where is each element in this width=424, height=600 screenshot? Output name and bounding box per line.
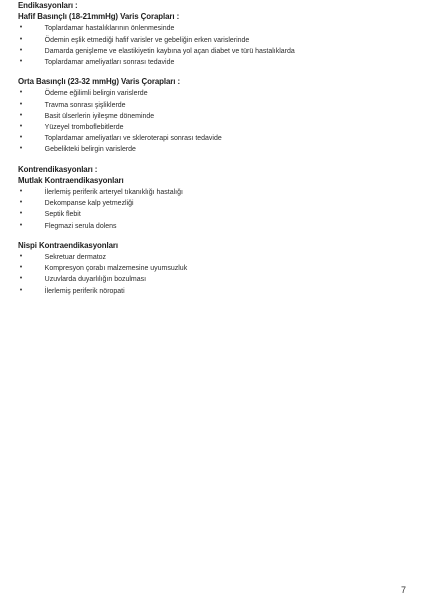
bullet-icon: • xyxy=(19,24,23,32)
bullet-icon: • xyxy=(19,199,23,207)
list-item xyxy=(18,273,382,284)
section-heading xyxy=(18,240,414,251)
list-item xyxy=(18,285,382,296)
bullet-icon: • xyxy=(19,286,23,294)
list-item-text: Travma sonrası şişliklerde xyxy=(44,99,126,109)
list-item-text: Septik flebit xyxy=(44,209,81,219)
document-content xyxy=(18,0,414,305)
list-item xyxy=(18,220,382,231)
bullet-list xyxy=(18,186,414,231)
bullet-icon: • xyxy=(19,264,23,272)
list-item-text: İlerlemiş periferik arteryel tıkanıklığı hastalığı xyxy=(44,187,183,197)
list-item-text: Flegmazi serula dolens xyxy=(44,220,117,230)
section-heading-text: Orta Basınçlı (23-32 mmHg) Varis Çorapları : xyxy=(18,76,181,87)
section-heading-text: Mutlak Kontraendikasyonları xyxy=(18,174,124,185)
bullet-icon: • xyxy=(19,221,23,229)
bullet-icon: • xyxy=(19,145,23,153)
bullet-icon: • xyxy=(19,58,23,66)
list-item xyxy=(18,208,382,219)
bullet-list xyxy=(18,251,414,296)
section-heading xyxy=(18,0,414,11)
section xyxy=(18,76,414,154)
section-heading xyxy=(18,164,414,175)
list-item-text: Yüzeyel tromboflebitlerde xyxy=(44,122,124,132)
list-item xyxy=(18,121,382,132)
list-item-text: İlerlemiş periferik nöropati xyxy=(44,285,125,295)
section-heading-text: Endikasyonları : xyxy=(18,0,78,10)
page-number: 7 xyxy=(400,585,406,595)
list-item xyxy=(18,22,382,33)
list-item-text: Toplardamar ameliyatları ve skleroterapi sonrası tedavide xyxy=(44,133,222,143)
section xyxy=(18,240,414,296)
bullet-icon: • xyxy=(19,111,23,119)
list-item xyxy=(18,197,382,208)
list-item-text: Sekretuar dermatoz xyxy=(44,252,107,262)
section-heading xyxy=(18,11,414,22)
list-item-text: Basit ülserlerin iyileşme döneminde xyxy=(44,110,155,120)
list-item xyxy=(18,251,382,262)
list-item xyxy=(18,143,382,154)
list-item xyxy=(18,34,382,45)
bullet-icon: • xyxy=(19,35,23,43)
list-item-text: Ödeme eğilimli belirgin varislerde xyxy=(44,88,148,98)
list-item xyxy=(18,110,382,121)
section xyxy=(18,0,414,67)
list-item xyxy=(18,56,382,67)
list-item-text: Dekompanse kalp yetmezliği xyxy=(44,198,134,208)
bullet-list xyxy=(18,87,414,154)
section-heading xyxy=(18,76,414,87)
bullet-icon: • xyxy=(19,100,23,108)
section-heading-text: Nispi Kontraendikasyonları xyxy=(18,239,118,250)
bullet-icon: • xyxy=(19,46,23,54)
bullet-icon: • xyxy=(19,123,23,131)
bullet-icon: • xyxy=(19,253,23,261)
list-item-text: Damarda genişleme ve elastikiyetin kaybına yol açan diabet ve türü hastalıklarda xyxy=(44,45,295,55)
bullet-icon: • xyxy=(19,89,23,97)
section-heading-text: Kontrendikasyonları : xyxy=(18,163,98,174)
list-item-text: Kompresyon çorabı malzemesine uyumsuzluk xyxy=(44,263,188,273)
list-item xyxy=(18,87,382,98)
section xyxy=(18,164,414,231)
list-item xyxy=(18,132,382,143)
bullet-icon: • xyxy=(19,275,23,283)
list-item-text: Toplardamar ameliyatları sonrası tedavide xyxy=(44,57,175,67)
list-item-text: Uzuvlarda duyarlılığın bozulması xyxy=(44,274,147,284)
list-item-text: Ödemin eşlik etmediği hafif varisler ve gebeliğin erken varislerinde xyxy=(44,34,250,44)
list-item-text: Gebelikteki belirgin varislerde xyxy=(44,144,136,154)
bullet-icon: • xyxy=(19,188,23,196)
bullet-icon: • xyxy=(19,210,23,218)
section-heading xyxy=(18,175,414,186)
list-item xyxy=(18,99,382,110)
list-item xyxy=(18,186,382,197)
section-heading-text: Hafif Basınçlı (18-21mmHg) Varis Çorapları : xyxy=(18,11,180,22)
bullet-list xyxy=(18,22,414,67)
list-item xyxy=(18,45,382,56)
list-item xyxy=(18,262,382,273)
bullet-icon: • xyxy=(19,134,23,142)
list-item-text: Toplardamar hastalıklarının önlenmesinde xyxy=(44,23,175,33)
